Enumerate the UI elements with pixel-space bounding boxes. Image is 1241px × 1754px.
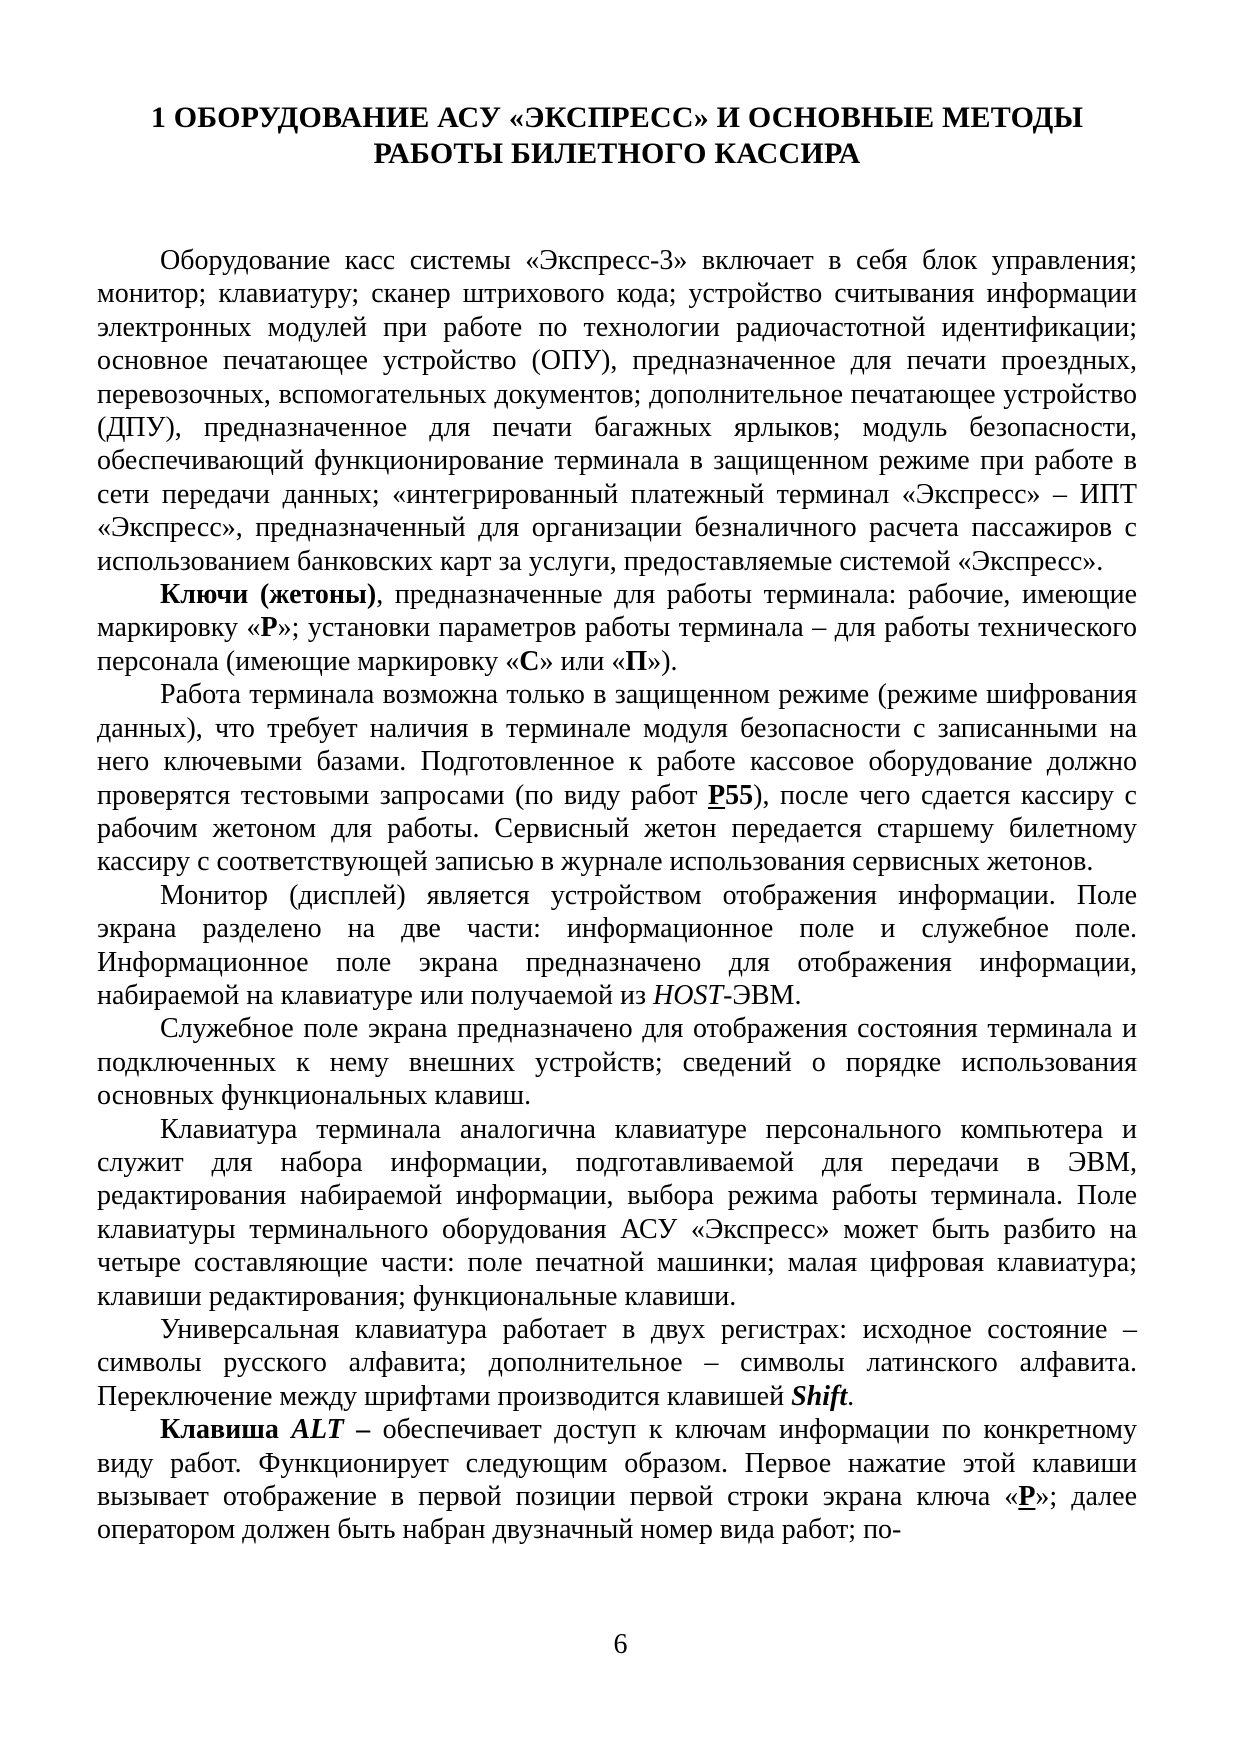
page-title [97,100,1137,172]
document-body [97,244,1137,1547]
text-run: . [847,1380,855,1412]
text-run: -ЭВМ. [723,979,802,1011]
text-run: »; установки параметров работы терминала – для работы технического персонала (имеющие маркировку « [97,612,1137,677]
text-run: Служебное поле экрана предназначено для отображения состояния терминала и подключенных к нему внешних устройств; сведений о порядке использования основных функциональных клавиш. [97,1013,1137,1112]
text-run: Shift [791,1380,848,1412]
text-run: Универсальная клавиатура работает в двух регистрах: исходное состояние – символы русского алфавита; дополнительное – символы латинского алфавита. Переключение между шрифтами производится клавишей [97,1314,1137,1412]
text-run: ), после чего сдается кассиру с рабочим жетоном для работы. Сервисный жетон передается старшему билетному кассиру с соответствующей записью в журнале использования сервисных жетонов. [97,779,1137,878]
page-title-line-1: 1 ОБОРУДОВАНИЕ АСУ «ЭКСПРЕСС» И ОСНОВНЫЕ МЕТОДЫ [150,101,1084,134]
text-run: Оборудование касс системы «Экспресс-3» включает в себя блок управления; монитор; клавиатуру; сканер штрихового кода; устройство считывания информации электронных модулей при работе по технологии радиочастотной идентификации; основное печатающее устройство (ОПУ), предназначенное для печати проездных, перевозочных, вспомогательных документов; дополнительное печатающее устройство (ДПУ), предназначенное для печати багажных ярлыков; модуль безопасности, обеспечивающий функционирование терминала в защищенном режиме при работе в сети передачи данных; «интегрированный платежный терминал «Экспресс» – ИПТ «Экспресс», предназначенный для организации безналичного расчета пассажиров с использованием банковских карт за услуги, предоставляемые системой «Экспресс». [97,245,1137,577]
text-run: Клавиатура терминала аналогична клавиатуре персонального компьютера и служит для набора информации, подготавливаемой для передачи в ЭВМ, редактирования набираемой информации, выбора режима работы терминала. Поле клавиатуры терминального оборудования АСУ «Экспресс» может быть разбито на четыре составляющие части: поле печатной машинки; малая цифровая клавиатура; клавиши редактирования; функциональные клавиши. [97,1113,1137,1312]
paragraph-universal-keyboard [97,1313,1137,1413]
text-run: С [519,645,540,677]
text-run: »). [647,645,678,677]
paragraph-keyboard [97,1113,1137,1313]
page-title-line-2: РАБОТЫ БИЛЕТНОГО КАССИРА [373,137,861,170]
paragraph-service-field [97,1012,1137,1112]
text-run: обеспечивает доступ к ключам информации по конкретному виду работ. Функционирует следующим образом. Первое нажатие этой клавиши вызывает отображение в первой позиции первой строки экрана ключа « [97,1414,1138,1513]
text-run: » или « [539,645,626,677]
text-run: 55 [725,779,754,811]
text-run: Р [1018,1481,1036,1513]
paragraph-alt-key [97,1413,1137,1547]
paragraph-monitor [97,879,1137,1013]
text-run: – [343,1414,371,1446]
text-run: »; далее оператором должен быть набран двузначный номер вида работ; по- [97,1481,1137,1546]
text-run: , предназначенные для работы терминала: рабочие, имеющие маркировку « [97,579,1138,644]
text-run: Р [260,612,278,644]
paragraph-keys-tokens [97,578,1137,678]
text-run: Работа терминала возможна только в защищенном режиме (режиме шифрования данных), что требует наличия в терминале модуля безопасности с записанными на него ключевыми базами. Подготовленное к работе кассовое оборудование должно проверятся тестовыми запросами (по виду работ [97,679,1137,811]
text-run: ALT [291,1414,344,1446]
text-run: Р [708,779,726,811]
text-run: Монитор (дисплей) является устройством отображения информации. Поле экрана разделено на две части: информационное поле и служебное поле. Информационное поле экрана предназначено для отображения информации, набираемой на клавиатуре или получаемой из [97,879,1137,1011]
text-run: Ключи (жетоны) [160,579,377,611]
paragraph-equipment-overview [97,244,1137,578]
page-number: 6 [613,1629,628,1660]
text-run: П [625,645,648,677]
paragraph-secure-mode [97,678,1137,878]
text-run: HOST [653,979,724,1011]
text-run: Клавиша [160,1414,292,1446]
